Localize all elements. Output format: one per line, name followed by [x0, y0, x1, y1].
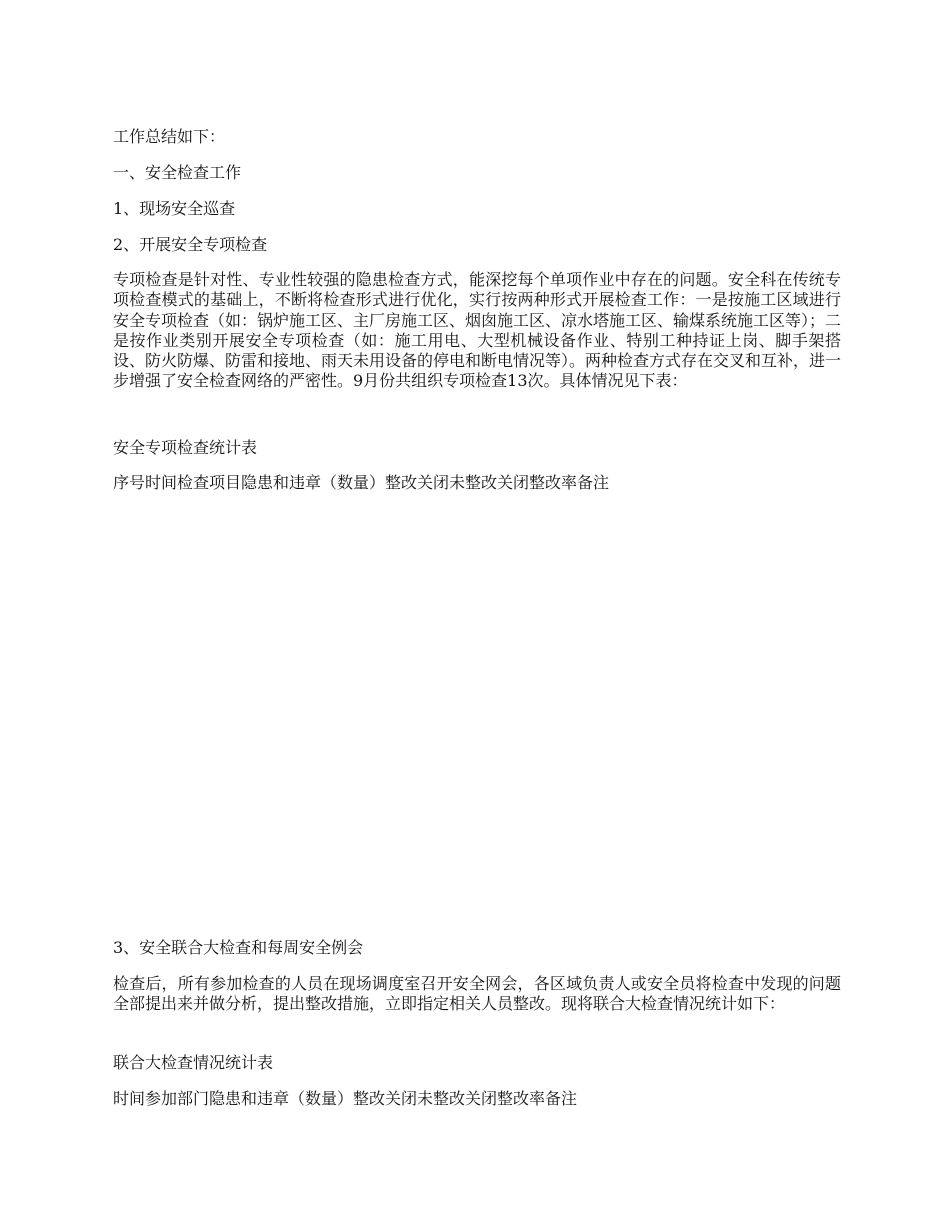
intro-line: 工作总结如下：: [113, 127, 226, 146]
paragraph-special-inspection: 专项检查是针对性、专业性较强的隐患检查方式，能深挖每个单项作业中存在的问题。安全科在传统专项检查模式的基础上，不断将检查形式进行优化，实行按两种形式开展检查工作：一是按施工区域进行安全专项检查（如：锅炉施工区、主厂房施工区、烟囱施工区、凉水塔施工区、输煤系统施工区等）；二是按作业类别开展安全专项检查（如：施工用电、大型机械设备作业、特别工种持证上岗、脚手架搭设、防火防爆、防雷和接地、雨天未用设备的停电和断电情况等）。两种检查方式存在交叉和互补，进一步增强了安全检查网络的严密性。9月份共组织专项检查13次。具体情况见下表：: [113, 270, 842, 391]
table-title-special-inspection: 安全专项检查统计表: [113, 438, 258, 457]
item-special-inspection: 2、开展安全专项检查: [113, 235, 268, 254]
paragraph-joint-inspection: 检查后，所有参加检查的人员在现场调度室召开安全网会，各区域负责人或安全员将检查中发现的问题全部提出来并做分析，提出整改措施，立即指定相关人员整改。现将联合大检查情况统计如下：: [113, 974, 841, 1014]
section-heading-safety-inspection: 一、安全检查工作: [113, 163, 242, 182]
item-joint-inspection: 3、安全联合大检查和每周安全例会: [113, 938, 364, 957]
item-site-patrol: 1、现场安全巡查: [113, 199, 236, 218]
table-header-special-inspection: 序号时间检查项目隐患和违章（数量）整改关闭未整改关闭整改率备注: [113, 473, 610, 492]
table-title-joint-inspection: 联合大检查情况统计表: [113, 1053, 274, 1072]
table-header-joint-inspection: 时间参加部门隐患和违章（数量）整改关闭未整改关闭整改率备注: [113, 1089, 578, 1108]
